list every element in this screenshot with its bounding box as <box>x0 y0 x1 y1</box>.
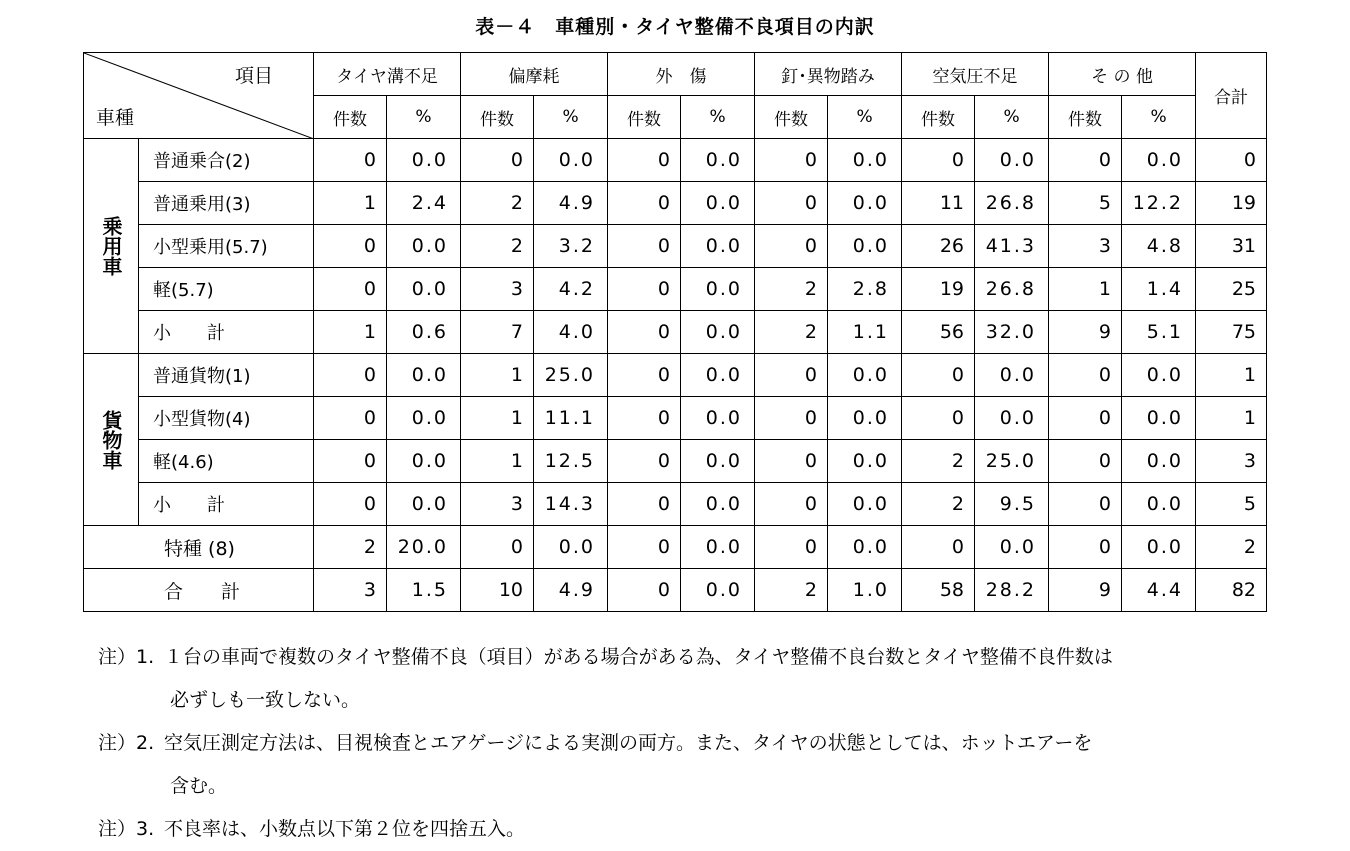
col-header-groove: タイヤ溝不足 <box>314 53 461 96</box>
cell-percent: 3.2 <box>534 225 608 268</box>
row-label: 小 計 <box>139 483 314 526</box>
row-label: 普通乗合(2) <box>139 139 314 182</box>
grand-total-row <box>84 569 1267 612</box>
cell-count: 0 <box>902 526 975 569</box>
cell-percent: 0.0 <box>387 139 461 182</box>
subheader-percent: % <box>534 96 608 139</box>
cell-percent: 0.0 <box>1122 139 1196 182</box>
cell-percent: 11.1 <box>534 397 608 440</box>
col-header-air-pressure: 空気圧不足 <box>902 53 1049 96</box>
row-label: 普通乗用(3) <box>139 182 314 225</box>
note-3 <box>98 808 1298 851</box>
row-label: 特種 (8) <box>84 526 314 569</box>
cell-count: 0 <box>902 139 975 182</box>
cell-count: 0 <box>608 139 681 182</box>
table-row <box>84 311 1267 354</box>
cell-count: 2 <box>755 569 828 612</box>
cell-percent: 0.0 <box>534 139 608 182</box>
cell-count: 2 <box>461 182 534 225</box>
cell-count: 3 <box>1049 225 1122 268</box>
corner-item-label: 項目 <box>234 65 273 87</box>
cell-total: 3 <box>1196 440 1267 483</box>
row-label: 軽(5.7) <box>139 268 314 311</box>
cell-count: 0 <box>1049 354 1122 397</box>
cell-count: 0 <box>608 526 681 569</box>
table-row <box>84 268 1267 311</box>
subheader-count: 件数 <box>1049 96 1122 139</box>
note-continuation: 必ずしも一致しない。 <box>170 689 361 711</box>
cell-percent: 0.0 <box>975 354 1049 397</box>
row-label: 小型乗用(5.7) <box>139 225 314 268</box>
cell-total: 75 <box>1196 311 1267 354</box>
notes-section <box>98 636 1298 851</box>
cell-percent: 14.3 <box>534 483 608 526</box>
cell-percent: 0.0 <box>681 225 755 268</box>
col-header-other: そ の 他 <box>1049 53 1196 96</box>
cell-total: 19 <box>1196 182 1267 225</box>
cell-count: 0 <box>755 225 828 268</box>
group-label-text: 貨物車 <box>99 409 123 470</box>
cell-count: 0 <box>314 354 387 397</box>
table-row <box>84 139 1267 182</box>
cell-total: 5 <box>1196 483 1267 526</box>
cell-percent: 1.4 <box>1122 268 1196 311</box>
cell-percent: 0.0 <box>1122 526 1196 569</box>
cell-percent: 0.0 <box>387 268 461 311</box>
cell-percent: 0.0 <box>681 182 755 225</box>
cell-percent: 26.8 <box>975 182 1049 225</box>
cell-percent: 0.0 <box>681 569 755 612</box>
cell-count: 0 <box>314 440 387 483</box>
cell-total: 1 <box>1196 354 1267 397</box>
cell-count: 0 <box>755 182 828 225</box>
cell-percent: 32.0 <box>975 311 1049 354</box>
cell-total: 82 <box>1196 569 1267 612</box>
cell-percent: 0.0 <box>681 397 755 440</box>
cell-count: 0 <box>314 483 387 526</box>
cell-count: 0 <box>902 397 975 440</box>
cell-percent: 0.0 <box>387 397 461 440</box>
cell-count: 3 <box>314 569 387 612</box>
group-label <box>84 354 139 526</box>
subheader-percent: % <box>387 96 461 139</box>
subheader-count: 件数 <box>902 96 975 139</box>
cell-percent: 0.0 <box>1122 483 1196 526</box>
cell-count: 26 <box>902 225 975 268</box>
cell-percent: 4.4 <box>1122 569 1196 612</box>
row-label: 普通貨物(1) <box>139 354 314 397</box>
table-row <box>84 354 1267 397</box>
cell-count: 9 <box>1049 311 1122 354</box>
cell-percent: 4.0 <box>534 311 608 354</box>
cell-count: 0 <box>608 397 681 440</box>
note-2 <box>98 722 1298 765</box>
cell-percent: 0.0 <box>681 139 755 182</box>
note-label: 注）1. <box>98 646 155 668</box>
cell-percent: 0.0 <box>975 397 1049 440</box>
note-1 <box>98 636 1298 679</box>
cell-count: 10 <box>461 569 534 612</box>
cell-count: 9 <box>1049 569 1122 612</box>
subheader-percent: % <box>1122 96 1196 139</box>
cell-count: 1 <box>461 354 534 397</box>
cell-count: 0 <box>608 440 681 483</box>
cell-count: 3 <box>461 268 534 311</box>
cell-percent: 0.0 <box>975 139 1049 182</box>
note-continuation: 含む。 <box>170 775 228 797</box>
cell-percent: 1.0 <box>828 569 902 612</box>
cell-percent: 0.0 <box>534 526 608 569</box>
special-row <box>84 526 1267 569</box>
cell-percent: 0.0 <box>387 440 461 483</box>
cell-count: 0 <box>608 182 681 225</box>
cell-count: 0 <box>902 354 975 397</box>
subheader-count: 件数 <box>608 96 681 139</box>
cell-count: 0 <box>1049 397 1122 440</box>
col-header-total: 合計 <box>1196 53 1267 139</box>
cell-percent: 2.8 <box>828 268 902 311</box>
cell-percent: 0.0 <box>681 354 755 397</box>
cell-percent: 0.0 <box>681 268 755 311</box>
cell-total: 0 <box>1196 139 1267 182</box>
cell-percent: 9.5 <box>975 483 1049 526</box>
note-label: 注）2. <box>98 732 155 754</box>
corner-cell <box>84 53 314 139</box>
table-row <box>84 440 1267 483</box>
subheader-count: 件数 <box>461 96 534 139</box>
cell-percent: 0.0 <box>828 139 902 182</box>
cell-count: 0 <box>461 139 534 182</box>
cell-percent: 0.6 <box>387 311 461 354</box>
cell-count: 0 <box>755 483 828 526</box>
cell-count: 0 <box>755 139 828 182</box>
cell-count: 56 <box>902 311 975 354</box>
cell-count: 2 <box>461 225 534 268</box>
row-label: 軽(4.6) <box>139 440 314 483</box>
cell-count: 0 <box>608 225 681 268</box>
cell-percent: 20.0 <box>387 526 461 569</box>
cell-total: 2 <box>1196 526 1267 569</box>
cell-count: 0 <box>314 397 387 440</box>
cell-percent: 0.0 <box>1122 397 1196 440</box>
table-row <box>84 182 1267 225</box>
tire-defect-table <box>83 52 1267 612</box>
corner-type-label: 車種 <box>96 107 135 129</box>
cell-percent: 0.0 <box>387 225 461 268</box>
cell-percent: 0.0 <box>387 354 461 397</box>
cell-count: 19 <box>902 268 975 311</box>
cell-count: 5 <box>1049 182 1122 225</box>
subheader-percent: % <box>828 96 902 139</box>
cell-count: 0 <box>608 354 681 397</box>
cell-percent: 4.9 <box>534 182 608 225</box>
cell-count: 1 <box>461 440 534 483</box>
cell-percent: 0.0 <box>681 483 755 526</box>
cell-percent: 0.0 <box>828 354 902 397</box>
cell-count: 0 <box>755 397 828 440</box>
table-row <box>84 225 1267 268</box>
cell-count: 3 <box>461 483 534 526</box>
cell-percent: 0.0 <box>681 440 755 483</box>
cell-count: 58 <box>902 569 975 612</box>
subheader-percent: % <box>681 96 755 139</box>
table-row <box>84 483 1267 526</box>
cell-count: 0 <box>1049 139 1122 182</box>
cell-count: 0 <box>755 526 828 569</box>
note-text: １台の車両で複数のタイヤ整備不良（項目）がある場合がある為、タイヤ整備不良台数とタイヤ整備不良件数は <box>164 646 1113 668</box>
cell-count: 0 <box>314 225 387 268</box>
cell-percent: 0.0 <box>828 440 902 483</box>
cell-percent: 1.1 <box>828 311 902 354</box>
cell-count: 0 <box>608 483 681 526</box>
cell-count: 0 <box>314 139 387 182</box>
cell-count: 1 <box>461 397 534 440</box>
cell-percent: 4.2 <box>534 268 608 311</box>
cell-percent: 2.4 <box>387 182 461 225</box>
cell-total: 1 <box>1196 397 1267 440</box>
cell-count: 2 <box>755 268 828 311</box>
cell-count: 0 <box>461 526 534 569</box>
cell-percent: 41.3 <box>975 225 1049 268</box>
cell-count: 0 <box>1049 440 1122 483</box>
cell-count: 2 <box>902 483 975 526</box>
note-text: 不良率は、小数点以下第２位を四捨五入。 <box>164 818 526 840</box>
cell-count: 0 <box>755 440 828 483</box>
cell-percent: 25.0 <box>534 354 608 397</box>
cell-percent: 0.0 <box>828 483 902 526</box>
cell-percent: 0.0 <box>681 311 755 354</box>
cell-count: 0 <box>1049 526 1122 569</box>
cell-count: 0 <box>314 268 387 311</box>
cell-percent: 12.2 <box>1122 182 1196 225</box>
cell-count: 0 <box>1049 483 1122 526</box>
cell-count: 11 <box>902 182 975 225</box>
cell-count: 2 <box>755 311 828 354</box>
cell-percent: 1.5 <box>387 569 461 612</box>
cell-count: 0 <box>608 569 681 612</box>
cell-percent: 0.0 <box>975 526 1049 569</box>
cell-percent: 25.0 <box>975 440 1049 483</box>
cell-percent: 28.2 <box>975 569 1049 612</box>
cell-count: 1 <box>314 311 387 354</box>
row-label: 合 計 <box>84 569 314 612</box>
col-header-external-damage: 外 傷 <box>608 53 755 96</box>
col-header-uneven-wear: 偏摩耗 <box>461 53 608 96</box>
cell-count: 2 <box>902 440 975 483</box>
cell-count: 1 <box>1049 268 1122 311</box>
cell-percent: 0.0 <box>828 225 902 268</box>
table-row <box>84 397 1267 440</box>
cell-percent: 0.0 <box>828 182 902 225</box>
cell-percent: 5.1 <box>1122 311 1196 354</box>
col-header-nail: 釘･異物踏み <box>755 53 902 96</box>
subheader-count: 件数 <box>755 96 828 139</box>
cell-total: 25 <box>1196 268 1267 311</box>
cell-count: 0 <box>608 311 681 354</box>
note-label: 注）3. <box>98 818 155 840</box>
cell-percent: 26.8 <box>975 268 1049 311</box>
note-text: 空気圧測定方法は、目視検査とエアゲージによる実測の両方。また、タイヤの状態としては、ホットエアーを <box>164 732 1093 754</box>
cell-percent: 0.0 <box>1122 440 1196 483</box>
row-label: 小 計 <box>139 311 314 354</box>
cell-percent: 0.0 <box>828 526 902 569</box>
cell-count: 0 <box>755 354 828 397</box>
subheader-percent: % <box>975 96 1049 139</box>
group-label-text: 乗用車 <box>99 216 123 276</box>
cell-count: 2 <box>314 526 387 569</box>
table-title: 表－４ 車種別・タイヤ整備不良項目の内訳 <box>475 16 875 38</box>
cell-percent: 0.0 <box>1122 354 1196 397</box>
subheader-count: 件数 <box>314 96 387 139</box>
cell-percent: 0.0 <box>828 397 902 440</box>
cell-percent: 12.5 <box>534 440 608 483</box>
cell-percent: 4.8 <box>1122 225 1196 268</box>
cell-count: 0 <box>608 268 681 311</box>
cell-percent: 4.9 <box>534 569 608 612</box>
cell-percent: 0.0 <box>387 483 461 526</box>
cell-count: 7 <box>461 311 534 354</box>
row-label: 小型貨物(4) <box>139 397 314 440</box>
cell-percent: 0.0 <box>681 526 755 569</box>
cell-count: 1 <box>314 182 387 225</box>
group-label <box>84 139 139 354</box>
cell-total: 31 <box>1196 225 1267 268</box>
